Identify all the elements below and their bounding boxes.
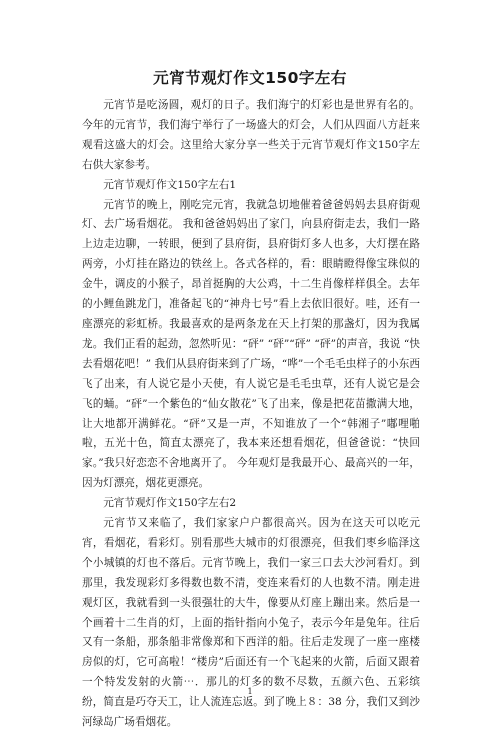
section-1-paragraph: 元宵节的晚上，刚吃完元宵，我就急切地催着爸爸妈妈去县府街观灯、去广场看烟花。 我和爸爸妈妈出了家门，向县府街走去，我们一路上边走边聊，一转眼，便到了县府街，县府街灯多人也多，大灯摆在路两旁，小灯挂在路边的铁丝上。各式各样的，看：眼睛瞪得像宝珠似的金牛，调皮的小猴子，昂首挺胸的大公鸡，十二生肖像样样俱全。去年的小鲤鱼跳龙门，准备起飞的“神舟七号”看上去依旧很好。哇，还有一座漂亮的彩虹桥。我最喜欢的是两条龙在天上打架的那盏灯，因为我属龙。我们正看的起劲，忽然听见：“砰” “砰”“砰” “砰”的声音，我说 “快去看烟花吧！” 我们从县府街来到了广场，“哗”一个毛毛虫样子的小东西飞了出来，有人说它是小天使，有人说它是毛毛虫草，还有人说它是会飞的蛹。“砰”一个紫色的“仙女散花”飞了出来，像是把花苗撒满大地，让大地都开满鲜花。“砰”又是一声，不知谁放了一个“韩湘子”嘟哩啪啦，五光十色，简直太漂亮了，我本来还想看烟花，但爸爸说：“快回家。”我只好恋恋不舍地离开了。 今年观灯是我最开心、最高兴的一年，因为灯漂亮，烟花更漂亮。 [82, 198, 420, 490]
intro-paragraph: 元宵节是吃汤圆，观灯的日子。我们海宁的灯彩也是世界有名的。今年的元宵节，我们海宁举行了一场盛大的灯会，人们从四面八方赶来观看这盛大的灯会。这里给大家分享一些关于元宵节观灯作文150字左右供大家参考。 [82, 99, 420, 171]
section-2-heading: 元宵节观灯作文150字左右2 [103, 497, 237, 510]
document-title: 元宵节观灯作文150字左右 [153, 69, 347, 87]
document-body [82, 96, 420, 733]
section-2-paragraph: 元宵节又来临了，我们家家户户都很高兴。因为在这天可以吃元宵，看烟花，看彩灯。别看那些大城市的灯很漂亮，但我们枣乡临泽这个小城镇的灯也不落后。元宵节晚上，我们一家三口去大沙河看灯。到那里，我发现彩灯多得数也数不清，变连来看灯的人也数不清。刚走进观灯区，我就看到一头很强壮的大牛，像要从灯座上蹦出来。然后是一个画着十二生肖的灯，上面的指针指向小兔子，表示今年是兔年。往后又有一条船，那条船非常像郑和下西洋的船。往后走发现了一座一座楼房似的灯，它可高啦！“楼房”后面还有一个飞起来的火箭，后面又跟着一个特发发射的火箭⋯．那儿的灯多的数不尽数，五颜六色、五彩缤纷，简直是巧夺天工，让人流连忘返。到了晚上８：38 分，我们又到沙河绿岛广场看烟花。 [82, 517, 420, 729]
page-number: 1 [247, 687, 253, 696]
section-1-heading: 元宵节观灯作文150字左右1 [103, 178, 237, 191]
